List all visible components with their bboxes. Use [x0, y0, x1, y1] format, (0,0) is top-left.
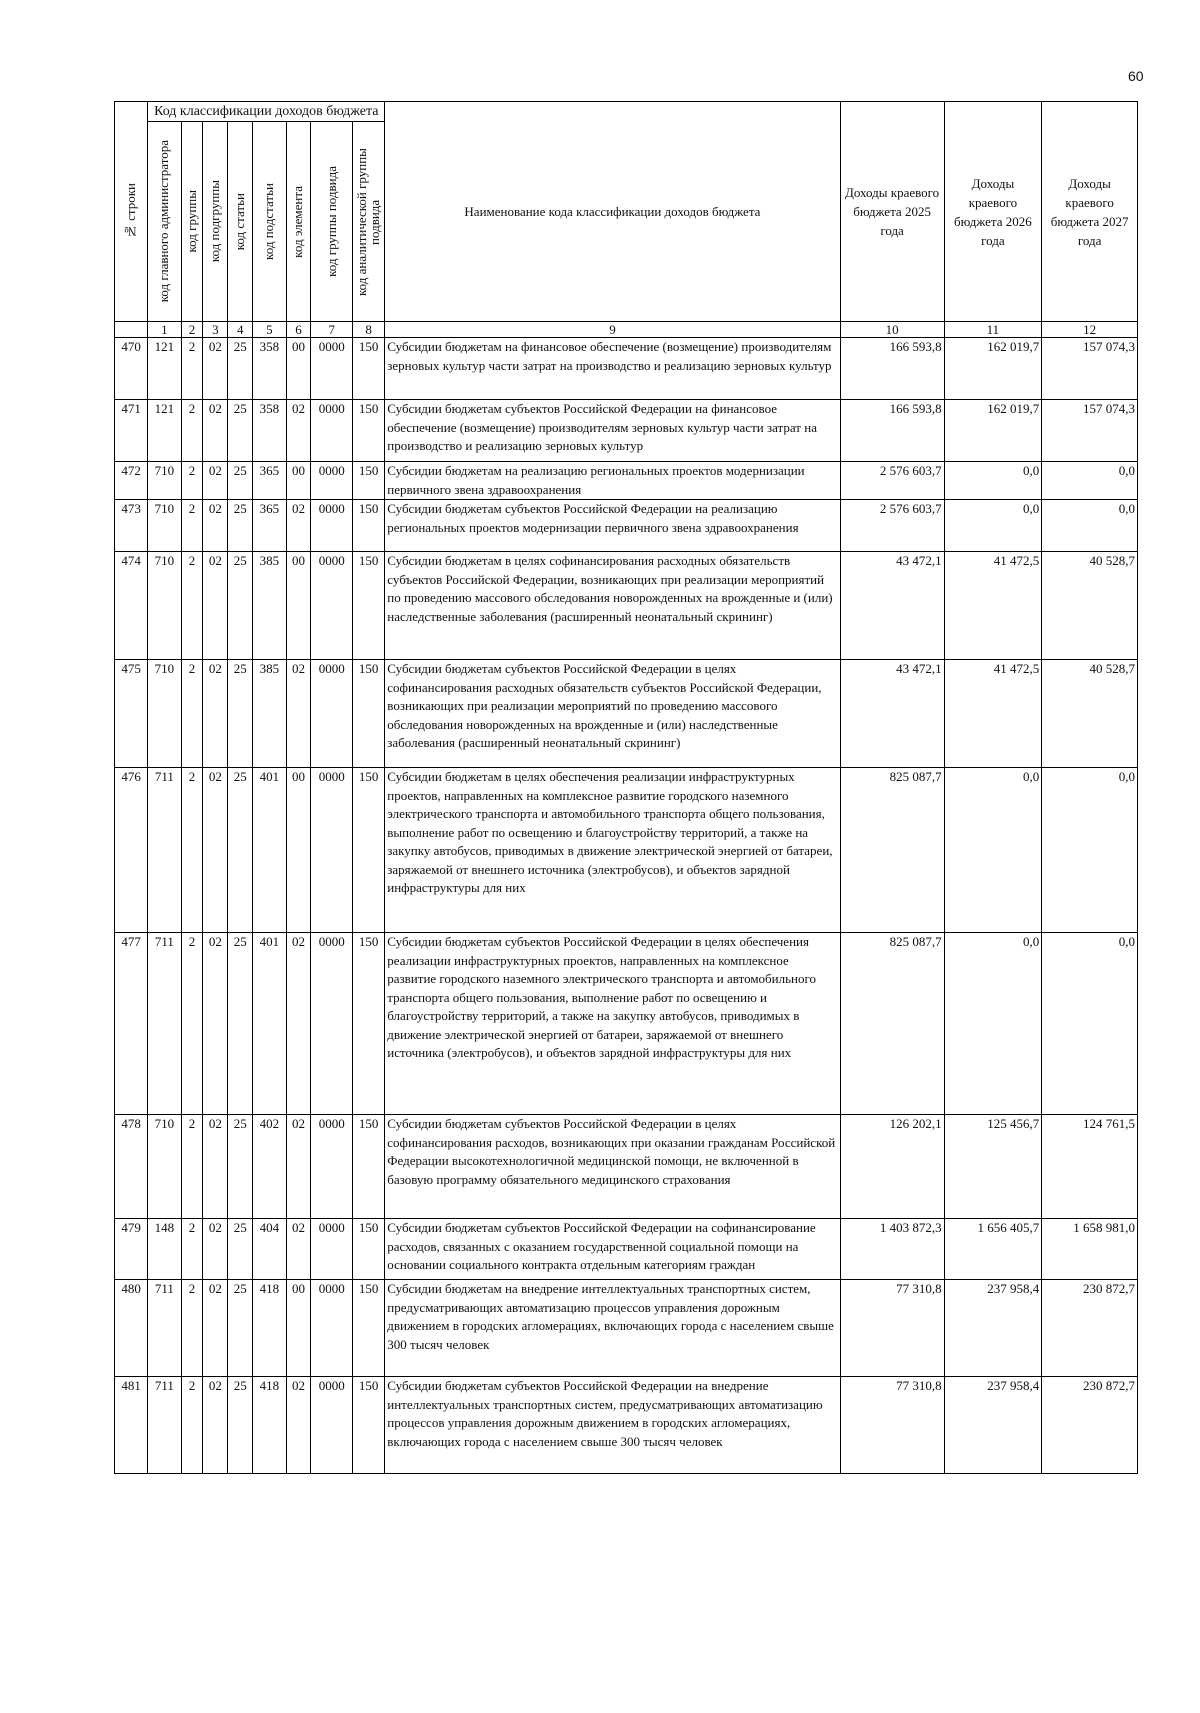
cell-subgroup-code: 02	[203, 660, 228, 768]
cell-analytic-group-code: 150	[353, 933, 385, 1115]
cell-admin-code: 711	[148, 933, 181, 1115]
cell-revenue-2025: 825 087,7	[840, 933, 944, 1115]
cell-element-code: 02	[286, 400, 311, 462]
cell-subgroup-code: 02	[203, 500, 228, 552]
cell-subarticle-code: 418	[253, 1377, 286, 1474]
header-subtype-group-code: код группы подвида	[311, 122, 353, 322]
table-row	[115, 768, 1138, 933]
cell-revenue-2025: 77 310,8	[840, 1377, 944, 1474]
cell-code-name: Субсидии бюджетам субъектов Российской Федерации в целях софинансирования расходов, возникающих при оказании гражданам Российской Федерации высокотехнологичной медицинской помощи, не включенной в базовую программу обязательного медицинского страхования	[385, 1115, 840, 1219]
cell-element-code: 00	[286, 462, 311, 500]
cell-subgroup-code: 02	[203, 1115, 228, 1219]
table-row	[115, 660, 1138, 768]
header-admin-code: код главного администратора	[148, 122, 181, 322]
cell-code-name: Субсидии бюджетам в целях обеспечения реализации инфраструктурных проектов, направленных на комплексное развитие городского наземного электрического транспорта и автомобильного транспорта общего пользования, выполнение работ по освещению и благоустройству территорий, а также на закупку автобусов, приводимых в движение электрической энергией от батареи, заряжаемой от внешнего источника (электробусов), и объектов зарядной инфраструктуры для них	[385, 768, 840, 933]
table-row	[115, 462, 1138, 500]
cell-admin-code: 711	[148, 1377, 181, 1474]
cell-article-code: 25	[228, 1377, 253, 1474]
cell-analytic-group-code: 150	[353, 1377, 385, 1474]
cell-subtype-group-code: 0000	[311, 338, 353, 400]
cell-row-number: 476	[115, 768, 148, 933]
cell-revenue-2025: 166 593,8	[840, 338, 944, 400]
column-number: 1	[148, 322, 181, 338]
cell-article-code: 25	[228, 400, 253, 462]
cell-subarticle-code: 418	[253, 1280, 286, 1377]
cell-admin-code: 710	[148, 500, 181, 552]
cell-element-code: 02	[286, 933, 311, 1115]
cell-subgroup-code: 02	[203, 768, 228, 933]
cell-subtype-group-code: 0000	[311, 768, 353, 933]
cell-subgroup-code: 02	[203, 338, 228, 400]
cell-code-name: Субсидии бюджетам субъектов Российской Федерации на внедрение интеллектуальных транспортных систем, предусматривающих автоматизацию процессов управления дорожным движением в городских агломерациях, включающих города с населением свыше 300 тысяч человек	[385, 1377, 840, 1474]
cell-subtype-group-code: 0000	[311, 1219, 353, 1280]
column-number: 9	[385, 322, 840, 338]
cell-article-code: 25	[228, 552, 253, 660]
column-number: 6	[286, 322, 311, 338]
cell-admin-code: 148	[148, 1219, 181, 1280]
cell-revenue-2025: 77 310,8	[840, 1280, 944, 1377]
header-code-name: Наименование кода классификации доходов бюджета	[385, 102, 840, 322]
cell-revenue-2026: 1 656 405,7	[944, 1219, 1042, 1280]
cell-subarticle-code: 385	[253, 660, 286, 768]
cell-analytic-group-code: 150	[353, 1219, 385, 1280]
page-number: 60	[1128, 68, 1144, 84]
cell-revenue-2027: 230 872,7	[1042, 1280, 1138, 1377]
cell-revenue-2025: 43 472,1	[840, 660, 944, 768]
cell-analytic-group-code: 150	[353, 1115, 385, 1219]
cell-revenue-2026: 162 019,7	[944, 400, 1042, 462]
cell-article-code: 25	[228, 660, 253, 768]
cell-subgroup-code: 02	[203, 552, 228, 660]
cell-code-name: Субсидии бюджетам субъектов Российской Федерации на софинансирование расходов, связанных с оказанием государственной социальной помощи на основании социального контракта отдельным категориям граждан	[385, 1219, 840, 1280]
cell-revenue-2026: 0,0	[944, 462, 1042, 500]
cell-analytic-group-code: 150	[353, 552, 385, 660]
table-row	[115, 933, 1138, 1115]
table-row	[115, 400, 1138, 462]
header-element-code: код элемента	[286, 122, 311, 322]
column-number: 4	[228, 322, 253, 338]
cell-code-name: Субсидии бюджетам на финансовое обеспечение (возмещение) производителям зерновых культур части затрат на производство и реализацию зерновых культур	[385, 338, 840, 400]
cell-analytic-group-code: 150	[353, 1280, 385, 1377]
cell-article-code: 25	[228, 1115, 253, 1219]
cell-revenue-2025: 2 576 603,7	[840, 462, 944, 500]
cell-article-code: 25	[228, 500, 253, 552]
cell-subtype-group-code: 0000	[311, 552, 353, 660]
cell-article-code: 25	[228, 768, 253, 933]
cell-row-number: 472	[115, 462, 148, 500]
cell-code-name: Субсидии бюджетам на внедрение интеллектуальных транспортных систем, предусматривающих автоматизацию процессов управления дорожным движением в городских агломерациях, включающих города с населением свыше 300 тысяч человек	[385, 1280, 840, 1377]
cell-admin-code: 121	[148, 400, 181, 462]
cell-revenue-2027: 0,0	[1042, 500, 1138, 552]
cell-group-code: 2	[181, 338, 203, 400]
cell-code-name: Субсидии бюджетам субъектов Российской Федерации на реализацию региональных проектов модернизации первичного звена здравоохранения	[385, 500, 840, 552]
cell-subarticle-code: 402	[253, 1115, 286, 1219]
cell-subarticle-code: 365	[253, 500, 286, 552]
header-group-code: код группы	[181, 122, 203, 322]
cell-analytic-group-code: 150	[353, 400, 385, 462]
cell-element-code: 02	[286, 1219, 311, 1280]
header-row-number: № строки	[115, 102, 148, 322]
cell-article-code: 25	[228, 338, 253, 400]
table-row	[115, 1377, 1138, 1474]
cell-revenue-2027: 0,0	[1042, 768, 1138, 933]
cell-revenue-2026: 237 958,4	[944, 1280, 1042, 1377]
cell-revenue-2027: 157 074,3	[1042, 400, 1138, 462]
cell-revenue-2026: 0,0	[944, 500, 1042, 552]
header-subgroup-code: код подгруппы	[203, 122, 228, 322]
cell-subgroup-code: 02	[203, 1219, 228, 1280]
header-revenue-2025: Доходы краевого бюджета 2025 года	[840, 102, 944, 322]
cell-subtype-group-code: 0000	[311, 462, 353, 500]
cell-revenue-2025: 126 202,1	[840, 1115, 944, 1219]
cell-subarticle-code: 358	[253, 400, 286, 462]
column-number	[115, 322, 148, 338]
header-subarticle-code: код подстатьи	[253, 122, 286, 322]
cell-admin-code: 711	[148, 1280, 181, 1377]
table-row	[115, 1115, 1138, 1219]
cell-revenue-2027: 0,0	[1042, 462, 1138, 500]
cell-element-code: 00	[286, 768, 311, 933]
cell-revenue-2027: 157 074,3	[1042, 338, 1138, 400]
column-number: 12	[1042, 322, 1138, 338]
cell-subgroup-code: 02	[203, 462, 228, 500]
header-analytic-group-code: код аналитической группы подвида	[353, 122, 385, 322]
header-revenue-2027: Доходы краевого бюджета 2027 года	[1042, 102, 1138, 322]
cell-subtype-group-code: 0000	[311, 400, 353, 462]
cell-analytic-group-code: 150	[353, 768, 385, 933]
cell-element-code: 02	[286, 1115, 311, 1219]
cell-revenue-2026: 125 456,7	[944, 1115, 1042, 1219]
cell-revenue-2026: 41 472,5	[944, 552, 1042, 660]
cell-revenue-2025: 825 087,7	[840, 768, 944, 933]
column-number: 2	[181, 322, 203, 338]
cell-admin-code: 711	[148, 768, 181, 933]
column-number: 11	[944, 322, 1042, 338]
cell-row-number: 473	[115, 500, 148, 552]
cell-analytic-group-code: 150	[353, 660, 385, 768]
cell-subgroup-code: 02	[203, 1280, 228, 1377]
cell-admin-code: 710	[148, 462, 181, 500]
cell-revenue-2026: 237 958,4	[944, 1377, 1042, 1474]
cell-element-code: 00	[286, 338, 311, 400]
cell-element-code: 00	[286, 1280, 311, 1377]
table-row	[115, 552, 1138, 660]
column-numbers-row	[115, 322, 1138, 338]
header-revenue-2026: Доходы краевого бюджета 2026 года	[944, 102, 1042, 322]
cell-element-code: 02	[286, 500, 311, 552]
cell-revenue-2027: 124 761,5	[1042, 1115, 1138, 1219]
cell-group-code: 2	[181, 1115, 203, 1219]
cell-subarticle-code: 365	[253, 462, 286, 500]
cell-analytic-group-code: 150	[353, 500, 385, 552]
cell-code-name: Субсидии бюджетам на реализацию региональных проектов модернизации первичного звена здравоохранения	[385, 462, 840, 500]
cell-group-code: 2	[181, 660, 203, 768]
column-number: 8	[353, 322, 385, 338]
cell-subtype-group-code: 0000	[311, 1377, 353, 1474]
cell-analytic-group-code: 150	[353, 462, 385, 500]
cell-revenue-2027: 40 528,7	[1042, 660, 1138, 768]
cell-revenue-2027: 0,0	[1042, 933, 1138, 1115]
budget-revenue-table	[114, 101, 1138, 1474]
cell-revenue-2027: 40 528,7	[1042, 552, 1138, 660]
cell-revenue-2025: 43 472,1	[840, 552, 944, 660]
cell-revenue-2027: 1 658 981,0	[1042, 1219, 1138, 1280]
cell-subarticle-code: 358	[253, 338, 286, 400]
cell-subarticle-code: 385	[253, 552, 286, 660]
column-number: 7	[311, 322, 353, 338]
cell-subtype-group-code: 0000	[311, 933, 353, 1115]
cell-code-name: Субсидии бюджетам субъектов Российской Федерации в целях софинансирования расходных обязательств субъектов Российской Федерации, возникающих при реализации мероприятий по проведению массового обследования новорожденных на врожденные и (или) наследственные заболевания (расширенный неонатальный скрининг)	[385, 660, 840, 768]
table-row	[115, 1219, 1138, 1280]
cell-revenue-2025: 166 593,8	[840, 400, 944, 462]
cell-group-code: 2	[181, 552, 203, 660]
cell-group-code: 2	[181, 400, 203, 462]
cell-subarticle-code: 401	[253, 933, 286, 1115]
cell-revenue-2025: 2 576 603,7	[840, 500, 944, 552]
cell-revenue-2027: 230 872,7	[1042, 1377, 1138, 1474]
cell-admin-code: 710	[148, 660, 181, 768]
column-number: 3	[203, 322, 228, 338]
cell-row-number: 479	[115, 1219, 148, 1280]
cell-subtype-group-code: 0000	[311, 500, 353, 552]
header-article-code: код статьи	[228, 122, 253, 322]
cell-subgroup-code: 02	[203, 1377, 228, 1474]
cell-group-code: 2	[181, 500, 203, 552]
header-classification-code-group: Код классификации доходов бюджета	[148, 102, 385, 122]
cell-subgroup-code: 02	[203, 400, 228, 462]
cell-row-number: 475	[115, 660, 148, 768]
cell-revenue-2026: 162 019,7	[944, 338, 1042, 400]
cell-row-number: 481	[115, 1377, 148, 1474]
cell-admin-code: 710	[148, 552, 181, 660]
cell-row-number: 474	[115, 552, 148, 660]
cell-code-name: Субсидии бюджетам в целях софинансирования расходных обязательств субъектов Российской Федерации, возникающих при реализации мероприятий по проведению массового обследования новорожденных на врожденные и (или) наследственные заболевания (расширенный неонатальный скрининг)	[385, 552, 840, 660]
cell-subarticle-code: 404	[253, 1219, 286, 1280]
cell-revenue-2025: 1 403 872,3	[840, 1219, 944, 1280]
column-number: 10	[840, 322, 944, 338]
cell-row-number: 477	[115, 933, 148, 1115]
cell-article-code: 25	[228, 462, 253, 500]
cell-row-number: 470	[115, 338, 148, 400]
cell-subarticle-code: 401	[253, 768, 286, 933]
cell-admin-code: 121	[148, 338, 181, 400]
cell-revenue-2026: 41 472,5	[944, 660, 1042, 768]
cell-article-code: 25	[228, 933, 253, 1115]
cell-group-code: 2	[181, 1219, 203, 1280]
cell-subtype-group-code: 0000	[311, 1280, 353, 1377]
cell-element-code: 02	[286, 1377, 311, 1474]
cell-row-number: 480	[115, 1280, 148, 1377]
cell-group-code: 2	[181, 1377, 203, 1474]
table-row	[115, 338, 1138, 400]
cell-admin-code: 710	[148, 1115, 181, 1219]
cell-article-code: 25	[228, 1280, 253, 1377]
cell-group-code: 2	[181, 1280, 203, 1377]
cell-element-code: 02	[286, 660, 311, 768]
cell-code-name: Субсидии бюджетам субъектов Российской Федерации на финансовое обеспечение (возмещение) производителям зерновых культур части затрат на производство и реализацию зерновых культур	[385, 400, 840, 462]
cell-revenue-2026: 0,0	[944, 768, 1042, 933]
cell-code-name: Субсидии бюджетам субъектов Российской Федерации в целях обеспечения реализации инфраструктурных проектов, направленных на комплексное развитие городского наземного электрического транспорта и автомобильного транспорта общего пользования, выполнение работ по освещению и благоустройству территорий, а также на закупку автобусов, приводимых в движение электрической энергией от батареи, заряжаемой от внешнего источника (электробусов), и объектов зарядной инфраструктуры для них	[385, 933, 840, 1115]
cell-group-code: 2	[181, 768, 203, 933]
column-number: 5	[253, 322, 286, 338]
cell-subgroup-code: 02	[203, 933, 228, 1115]
cell-revenue-2026: 0,0	[944, 933, 1042, 1115]
cell-subtype-group-code: 0000	[311, 1115, 353, 1219]
cell-analytic-group-code: 150	[353, 338, 385, 400]
cell-element-code: 00	[286, 552, 311, 660]
cell-group-code: 2	[181, 462, 203, 500]
cell-row-number: 478	[115, 1115, 148, 1219]
table-row	[115, 1280, 1138, 1377]
cell-article-code: 25	[228, 1219, 253, 1280]
cell-row-number: 471	[115, 400, 148, 462]
cell-group-code: 2	[181, 933, 203, 1115]
table-row	[115, 500, 1138, 552]
cell-subtype-group-code: 0000	[311, 660, 353, 768]
